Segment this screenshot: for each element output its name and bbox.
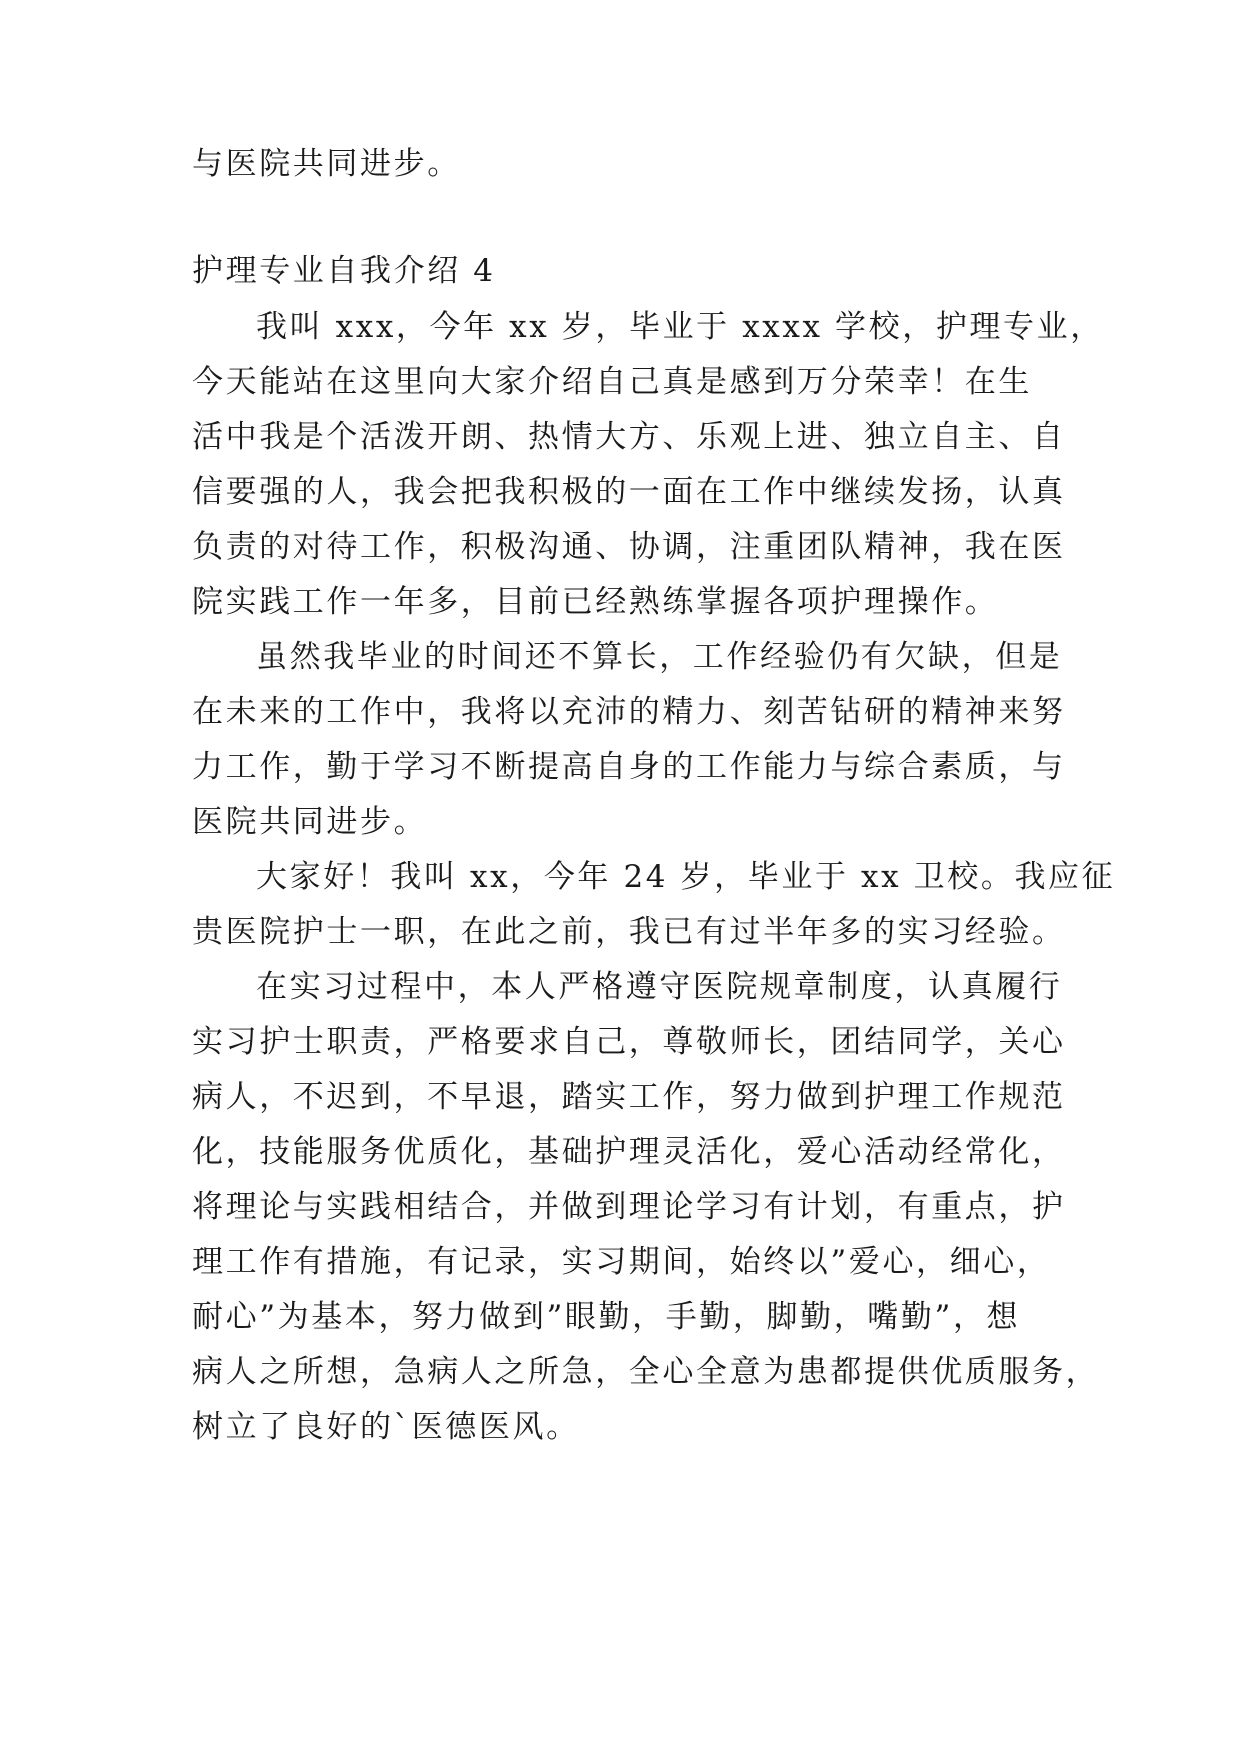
- paragraph-1-line-6: 院实践工作一年多，目前已经熟练掌握各项护理操作。: [192, 584, 999, 620]
- paragraph-1-line-2: 今天能站在这里向大家介绍自己真是感到万分荣幸！在生: [192, 364, 1032, 400]
- paragraph-2-line-2: 在未来的工作中，我将以充沛的精力、刻苦钻研的精神来努: [192, 694, 1066, 730]
- paragraph-4-line-6: 理工作有措施，有记录，实习期间，始终以”爱心，细心，: [192, 1244, 1051, 1280]
- paragraph-4-line-3: 病人，不迟到，不早退，踏实工作，努力做到护理工作规范: [192, 1079, 1066, 1115]
- paragraph-2-line-4: 医院共同进步。: [192, 804, 428, 840]
- paragraph-4-line-1: 在实习过程中，本人严格遵守医院规章制度，认真履行: [256, 969, 1063, 1005]
- paragraph-3-line-1: 大家好！我叫 xx，今年 24 岁，毕业于 xx 卫校。我应征: [256, 859, 1116, 895]
- paragraph-4-line-2: 实习护士职责，严格要求自己，尊敬师长，团结同学，关心: [192, 1024, 1066, 1060]
- paragraph-4-line-7: 耐心”为基本，努力做到”眼勤，手勤，脚勤，嘴勤”，想: [192, 1299, 1021, 1335]
- paragraph-1-line-4: 信要强的人，我会把我积极的一面在工作中继续发扬，认真: [192, 474, 1066, 510]
- paragraph-1-line-5: 负责的对待工作，积极沟通、协调，注重团队精神，我在医: [192, 529, 1066, 565]
- paragraph-4-line-9: 树立了良好的`医德医风。: [192, 1409, 580, 1445]
- previous-paragraph-tail: 与医院共同进步。: [192, 146, 461, 182]
- section-title: 护理专业自我介绍 4: [192, 253, 496, 289]
- paragraph-2-line-1: 虽然我毕业的时间还不算长，工作经验仍有欠缺，但是: [256, 639, 1063, 675]
- paragraph-4-line-5: 将理论与实践相结合，并做到理论学习有计划，有重点，护: [192, 1189, 1066, 1225]
- paragraph-2-line-3: 力工作，勤于学习不断提高自身的工作能力与综合素质，与: [192, 749, 1066, 785]
- paragraph-1-line-3: 活中我是个活泼开朗、热情大方、乐观上进、独立自主、自: [192, 419, 1066, 455]
- paragraph-4-line-4: 化，技能服务优质化，基础护理灵活化，爱心活动经常化，: [192, 1134, 1066, 1170]
- paragraph-4-line-8: 病人之所想，急病人之所急，全心全意为患都提供优质服务，: [192, 1354, 1100, 1390]
- paragraph-3-line-2: 贵医院护士一职，在此之前，我已有过半年多的实习经验。: [192, 914, 1066, 950]
- paragraph-1-line-1: 我叫 xxx，今年 xx 岁，毕业于 xxxx 学校，护理专业，: [256, 309, 1104, 345]
